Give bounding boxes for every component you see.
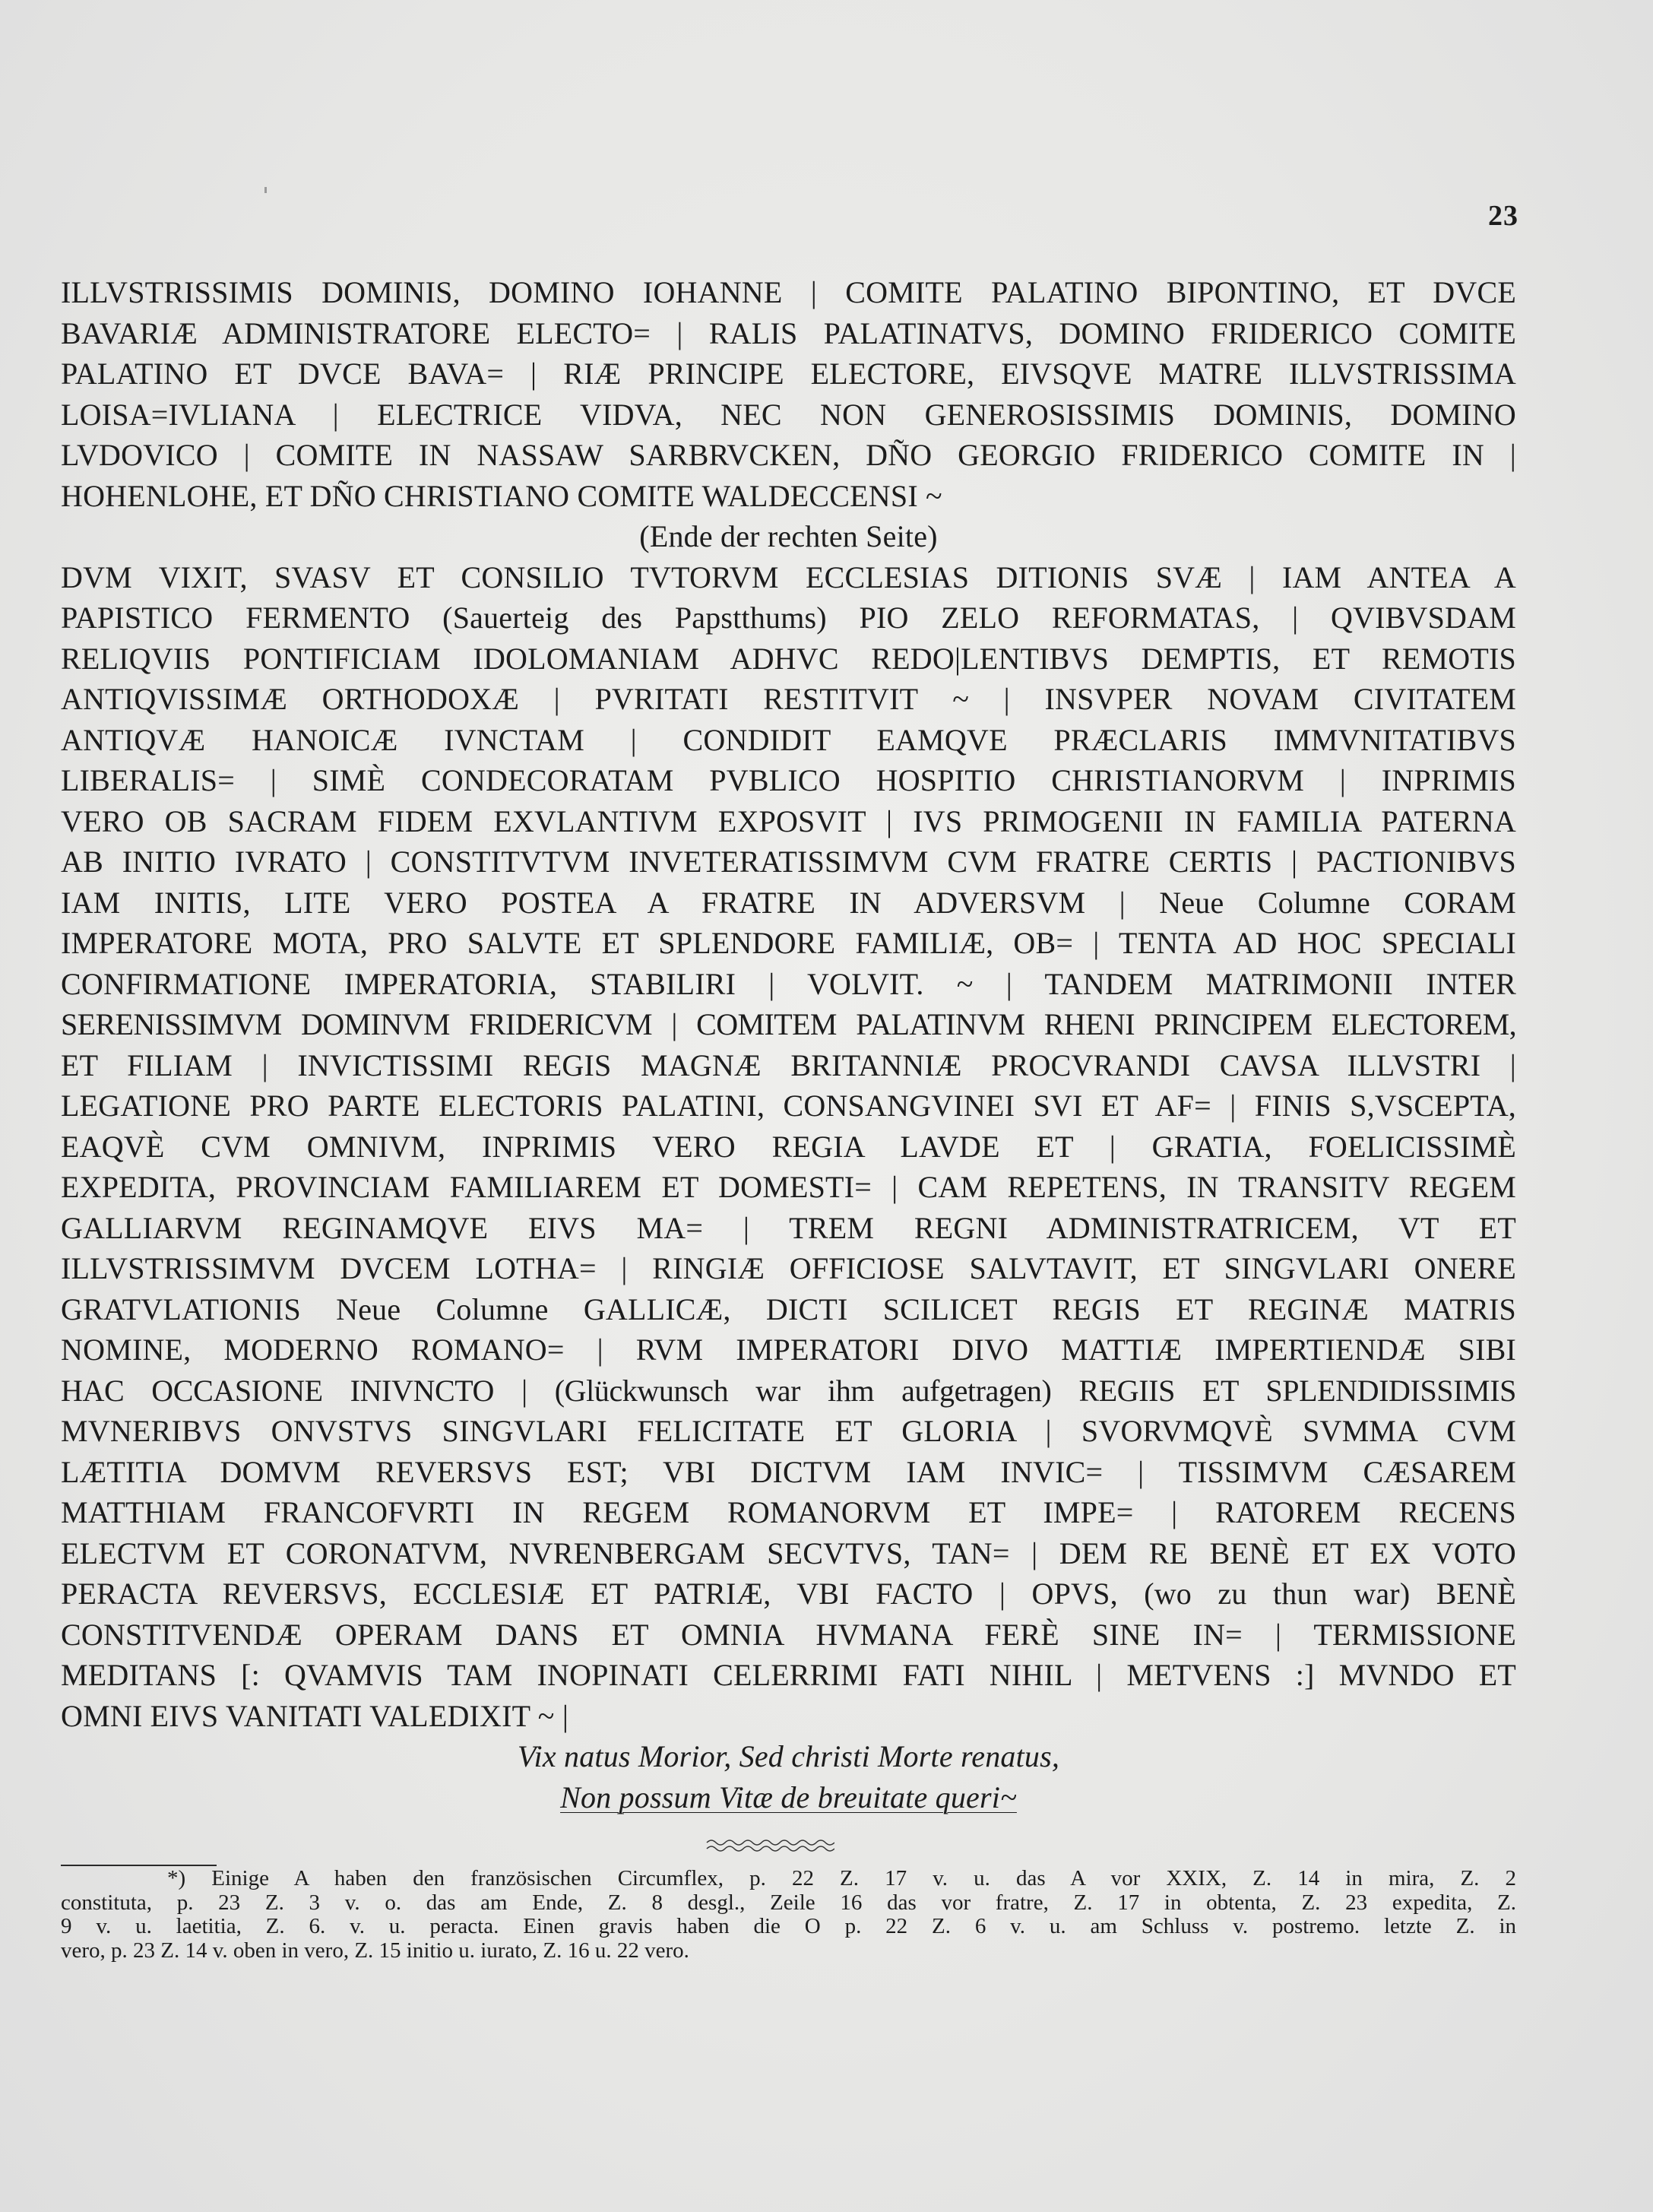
text-line: HAC OCCASIONE INIVNCTO | (Glückwunsch war ihm aufgetragen) REGIIS ET SPLENDIDISSIMIS bbox=[61, 1373, 1516, 1408]
text-line: ELECTVM ET CORONATVM, NVRENBERGAM SECVTVS, TAN= | DEM RE BENÈ ET EX VOTO bbox=[61, 1535, 1516, 1570]
text-line: ANTIQVISSIMÆ ORTHODOXÆ | PVRITATI RESTITVIT ~ | INSVPER NOVAM CIVITATEM bbox=[61, 682, 1516, 716]
text-line: MATTHIAM FRANCOFVRTI IN REGEM ROMANORVM ET IMPE= | RATOREM RECENS bbox=[61, 1495, 1516, 1529]
text-line: CONSTITVENDÆ OPERAM DANS ET OMNIA HVMANA FERÈ SINE IN= | TERMISSIONE bbox=[61, 1617, 1516, 1652]
text-line: DVM VIXIT, SVASV ET CONSILIO TVTORVM ECCLESIAS DITIONIS SVÆ | IAM ANTEA A bbox=[61, 559, 1516, 594]
footnote-line: vero, p. 23 Z. 14 v. oben in vero, Z. 15 initio u. iurato, Z. 16 u. 22 vero. bbox=[61, 1938, 689, 1963]
text-line: VERO OB SACRAM FIDEM EXVLANTIVM EXPOSVIT | IVS PRIMOGENII IN FAMILIA PATERNA bbox=[61, 803, 1516, 838]
text-line: OMNI EIVS VANITATI VALEDIXIT ~ | bbox=[61, 1698, 569, 1733]
text-line: LÆTITIA DOMVM REVERSVS EST; VBI DICTVM IAM INVIC= | TISSIMVM CÆSAREM bbox=[61, 1454, 1516, 1489]
text-line: BAVARIÆ ADMINISTRATORE ELECTO= | RALIS PALATINATVS, DOMINO FRIDERICO COMITE bbox=[61, 315, 1516, 350]
footnote-line: constituta, p. 23 Z. 3 v. o. das am Ende, Z. 8 desgl., Zeile 16 das vor fratre, Z. 17 in obtenta, Z. 23 expedita, Z. bbox=[61, 1890, 1516, 1915]
text-line: IMPERATORE MOTA, PRO SALVTE ET SPLENDORE FAMILIÆ, OB= | TENTA AD HOC SPECIALI bbox=[61, 926, 1516, 960]
text-line: ET FILIAM | INVICTISSIMI REGIS MAGNÆ BRITANNIÆ PROCVRANDI CAVSA ILLVSTRI | bbox=[61, 1047, 1516, 1082]
text-line: MEDITANS [: QVAMVIS TAM INOPINATI CELERRIMI FATI NIHIL | METVENS :] MVNDO ET bbox=[61, 1658, 1516, 1692]
section-note: (Ende der rechten Seite) bbox=[639, 519, 938, 553]
text-line: GRATVLATIONIS Neue Columne GALLICÆ, DICTI SCILICET REGIS ET REGINÆ MATRIS bbox=[61, 1291, 1516, 1326]
footnote-line: 9 v. u. laetitia, Z. 6. v. u. peracta. Einen gravis haben die O p. 22 Z. 6 v. u. am Schluss v. postremo. letzte Z. in bbox=[61, 1914, 1516, 1938]
text-line: GALLIARVM REGINAMQVE EIVS MA= | TREM REGNI ADMINISTRATRICEM, VT ET bbox=[61, 1210, 1516, 1245]
text-line: SERENISSIMVM DOMINVM FRIDERICVM | COMITEM PALATINVM RHENI PRINCIPEM ELECTOREM, bbox=[61, 1007, 1516, 1041]
text-line: PALATINO ET DVCE BAVA= | RIÆ PRINCIPE ELECTORE, EIVSQVE MATRE ILLVSTRISSIMA bbox=[61, 357, 1516, 391]
text-line: NOMINE, MODERNO ROMANO= | RVM IMPERATORI DIVO MATTIÆ IMPERTIENDÆ SIBI bbox=[61, 1333, 1516, 1367]
text-line: PAPISTICO FERMENTO (Sauerteig des Papstthums) PIO ZELO REFORMATAS, | QVIBVSDAM bbox=[61, 601, 1516, 635]
footnote-line: *) Einige A haben den französischen Circumflex, p. 22 Z. 17 v. u. das A vor XXIX, Z. 14 in mira, Z. 2 bbox=[167, 1866, 1516, 1890]
inscription-text bbox=[61, 272, 1516, 1817]
text-line: CONFIRMATIONE IMPERATORIA, STABILIRI | VOLVIT. ~ | TANDEM MATRIMONII INTER bbox=[61, 966, 1516, 1001]
text-line: EAQVÈ CVM OMNIVM, INPRIMIS VERO REGIA LAVDE ET | GRATIA, FOELICISSIMÈ bbox=[61, 1129, 1516, 1164]
footnotes bbox=[61, 1867, 1516, 1963]
wavy-ornament-icon bbox=[705, 1838, 834, 1853]
text-line: IAM INITIS, LITE VERO POSTEA A FRATRE IN ADVERSVM | Neue Columne CORAM bbox=[61, 885, 1516, 920]
text-line: EXPEDITA, PROVINCIAM FAMILIAREM ET DOMESTI= | CAM REPETENS, IN TRANSITV REGEM bbox=[61, 1170, 1516, 1204]
text-line: LIBERALIS= | SIMÈ CONDECORATAM PVBLICO HOSPITIO CHRISTIANORVM | INPRIMIS bbox=[61, 763, 1516, 797]
text-line: ILLVSTRISSIMIS DOMINIS, DOMINO IOHANNE | COMITE PALATINO BIPONTINO, ET DVCE bbox=[61, 275, 1516, 309]
text-line: LOISA=IVLIANA | ELECTRICE VIDVA, NEC NON GENEROSISSIMIS DOMINIS, DOMINO bbox=[61, 397, 1516, 432]
text-line: LVDOVICO | COMITE IN NASSAW SARBRVCKEN, DÑO GEORGIO FRIDERICO COMITE IN | bbox=[61, 438, 1516, 472]
paper-speck bbox=[264, 187, 267, 193]
page-number: 23 bbox=[1488, 200, 1518, 232]
text-line: ANTIQVÆ HANOICÆ IVNCTAM | CONDIDIT EAMQVE PRÆCLARIS IMMVNITATIBVS bbox=[61, 722, 1516, 757]
text-line: AB INITIO IVRATO | CONSTITVTVM INVETERATISSIMVM CVM FRATRE CERTIS | PACTIONIBVS bbox=[61, 845, 1516, 879]
text-line: MVNERIBVS ONVSTVS SINGVLARI FELICITATE ET GLORIA | SVORVMQVÈ SVMMA CVM bbox=[61, 1414, 1516, 1448]
verse-line: Non possum Vitæ de breuitate queri~ bbox=[560, 1779, 1017, 1814]
text-line: LEGATIONE PRO PARTE ELECTORIS PALATINI, CONSANGVINEI SVI ET AF= | FINIS S,VSCEPTA, bbox=[61, 1089, 1516, 1123]
verse-line: Vix natus Morior, Sed christi Morte renatus, bbox=[517, 1739, 1060, 1773]
text-line: RELIQVIIS PONTIFICIAM IDOLOMANIAM ADHVC REDO|LENTIBVS DEMPTIS, ET REMOTIS bbox=[61, 641, 1516, 676]
text-line: PERACTA REVERSVS, ECCLESIÆ ET PATRIÆ, VBI FACTO | OPVS, (wo zu thun war) BENÈ bbox=[61, 1577, 1516, 1611]
text-line: HOHENLOHE, ET DÑO CHRISTIANO COMITE WALDECCENSI ~ bbox=[61, 478, 942, 513]
text-line: ILLVSTRISSIMVM DVCEM LOTHA= | RINGIÆ OFFICIOSE SALVTAVIT, ET SINGVLARI ONERE bbox=[61, 1251, 1516, 1285]
